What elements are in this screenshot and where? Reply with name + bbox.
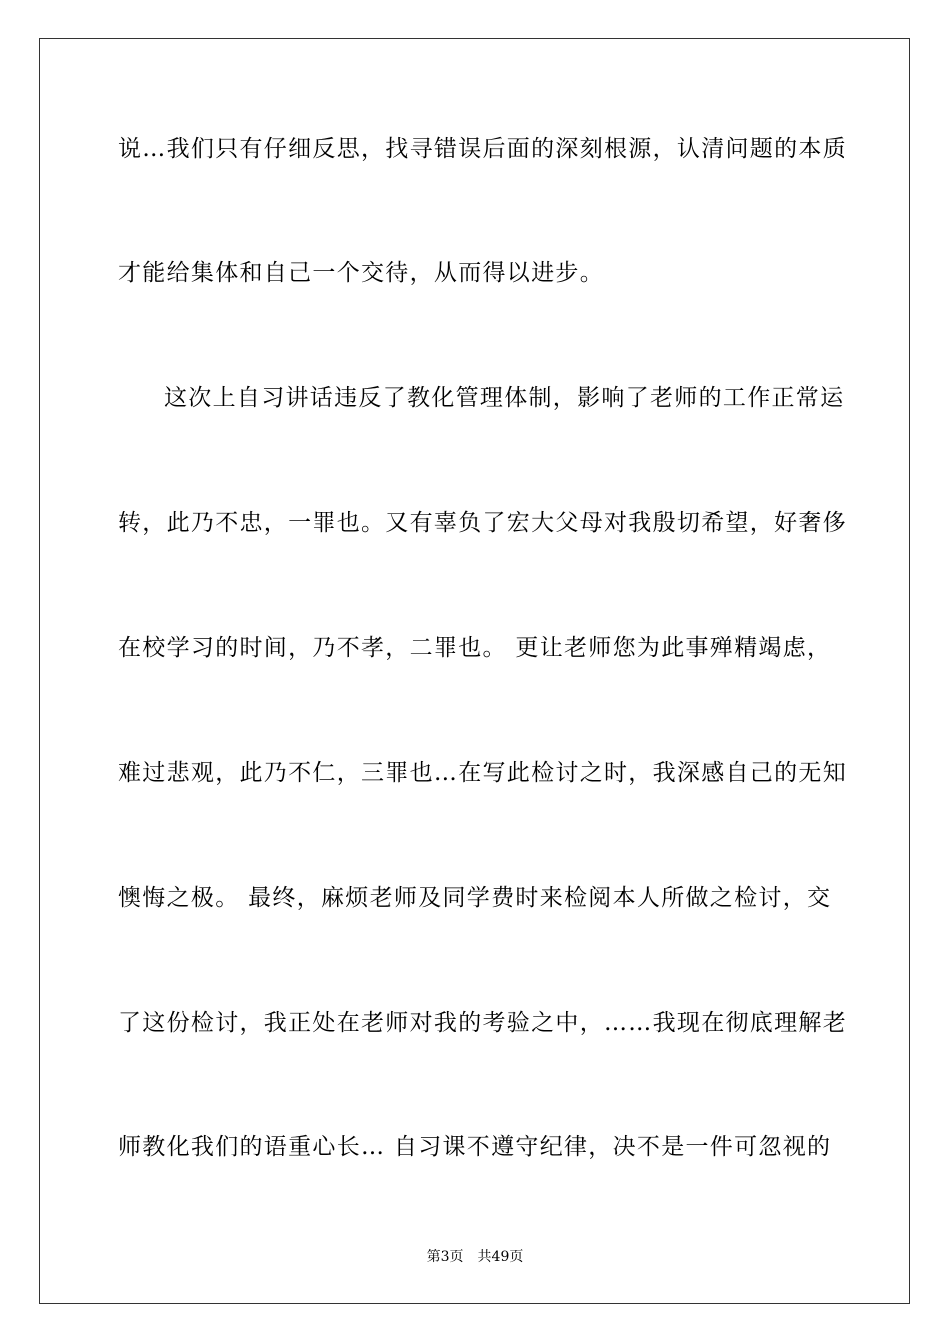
- text-line: 师教化我们的语重心长… 自习课不遵守纪律，决不是一件可忽视的: [118, 1134, 832, 1160]
- page-total: 共49页: [477, 1249, 524, 1265]
- text-line: 说…我们只有仔细反思，找寻错误后面的深刻根源，认清问题的本质: [118, 136, 847, 162]
- text-line: 转，此乃不忠，一罪也。又有辜负了宏大父母对我殷切希望，好奢侈: [118, 510, 847, 536]
- paragraph-start-line: 这次上自习讲话违反了教化管理体制，影响了老师的工作正常运: [164, 385, 845, 411]
- text-line: 才能给集体和自己一个交待，从而得以进步。: [118, 260, 604, 286]
- page-footer: [0, 1248, 950, 1266]
- text-line: 了这份检讨，我正处在老师对我的考验之中，……我现在彻底理解老: [118, 1010, 847, 1036]
- text-line: 在校学习的时间，乃不孝，二罪也。 更让老师您为此事殚精竭虑，: [118, 635, 832, 661]
- text-line: 懊悔之极。 最终，麻烦老师及同学费时来检阅本人所做之检讨，交: [118, 885, 832, 911]
- page-number: 第3页: [426, 1249, 464, 1265]
- page-border: [39, 38, 910, 1304]
- text-line: 难过悲观，此乃不仁，三罪也…在写此检讨之时，我深感自己的无知: [118, 760, 847, 786]
